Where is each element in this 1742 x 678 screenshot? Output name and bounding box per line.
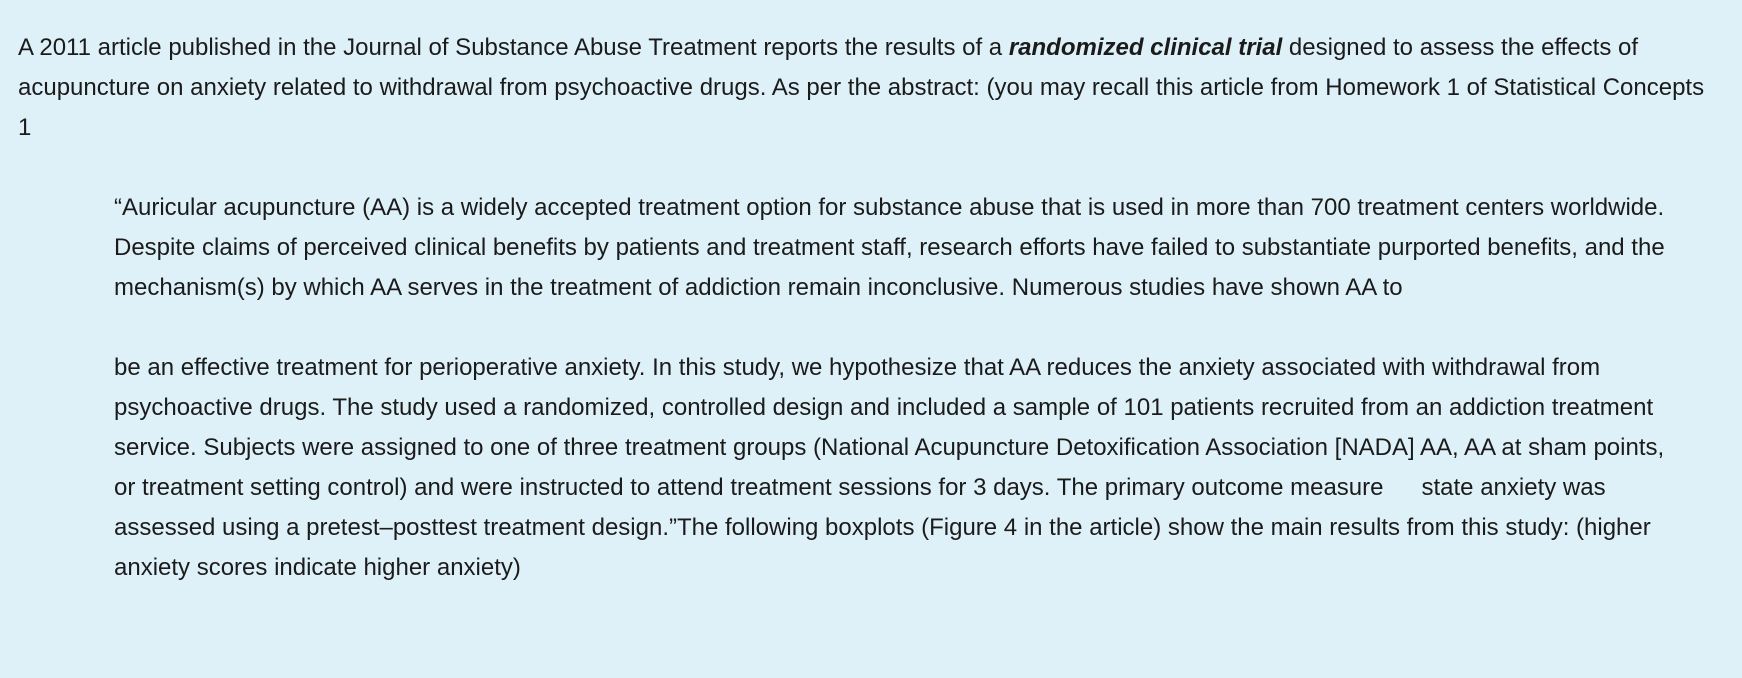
abstract-quote-paragraph-1: “Auricular acupuncture (AA) is a widely accepted treatment option for substance abuse that is used in more than 700 treatment centers worldwide. Despite claims of perceived clinical benefits by patients and treatment staff, research efforts have failed to substantiate purported benefits, and the mechanism(s) by which AA serves in the treatment of addiction remain inconclusive. Numerous studies have shown AA to <box>114 194 1665 301</box>
intro-text-end: designed to assess the effects of acupuncture on anxiety related to withdrawal from psychoactive drugs. As per the abstract: (you may recall this article from Homework 1 of Statistical Concepts 1 <box>18 34 1705 141</box>
intro-text-start: A 2011 article published in the Journal of Substance Abuse Treatment reports the results of a <box>18 34 1009 61</box>
abstract-quote-text-2: state anxiety was assessed using a pretest–posttest treatment design.”The following boxplots (Figure 4 in the article) show the main results from this study: (higher anxiety scores indicate higher anxiety) <box>114 474 1651 581</box>
emphasized-term: randomized clinical trial <box>1008 34 1283 61</box>
abstract-quote-text-1: be an effective treatment for perioperative anxiety. In this study, we hypothesize that AA reduces the anxiety associated with withdrawal from psychoactive drugs. The study used a randomized, controlled design and included a sample of 101 patients recruited from an addiction treatment service. Subjects were assigned to one of three treatment groups (National Acupuncture Detoxification Association [NADA] AA, AA at sham points, or treatment setting control) and were instructed to attend treatment sessions for 3 days. The primary outcome measure <box>114 354 1665 501</box>
abstract-quote-paragraph-2 <box>18 348 1674 588</box>
intro-paragraph <box>18 28 1718 148</box>
